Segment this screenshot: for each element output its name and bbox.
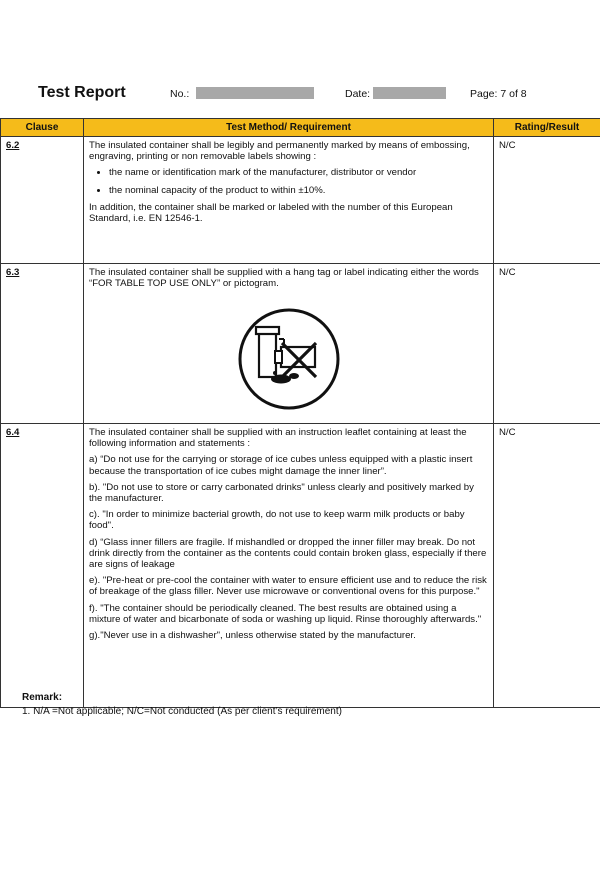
- report-number-label: No.:: [170, 88, 190, 100]
- requirement-text: In addition, the container shall be marked or labeled with the number of this European Standard, i.e. EN 12546-1.: [89, 201, 453, 225]
- requirement-text: e). "Pre-heat or pre-cool the container with water to ensure efficient use and to reduce the risk of breakage of the glass filler. Never use microwave or conventional ovens for this purpose.": [89, 575, 487, 598]
- report-number-redaction: [196, 87, 314, 99]
- table-row: [1, 137, 600, 264]
- requirement-text: The insulated container shall be supplied with a hang tag or label indicating either the words “FOR TABLE TOP USE ONLY” or pictogram.: [89, 267, 479, 290]
- table-row: [1, 264, 600, 424]
- column-header-clause: Clause: [1, 119, 84, 137]
- requirement-text: c). "In order to minimize bacterial growth, do not use to keep warm milk products or baby food".: [89, 509, 465, 532]
- requirement-cell: [84, 137, 494, 264]
- report-date-label: Date:: [345, 88, 371, 100]
- report-header: [38, 84, 558, 104]
- page-number: Page: 7 of 8: [470, 88, 527, 100]
- column-header-result: Rating/Result: [494, 119, 600, 137]
- requirement-text: b). "Do not use to store or carry carbonated drinks" unless clearly and positively marked by the manufacturer.: [89, 481, 474, 505]
- report-date-redaction: [373, 87, 446, 99]
- table-header-row: [1, 119, 600, 137]
- requirement-cell: [84, 264, 494, 424]
- requirement-text: f). "The container should be periodically cleaned. The best results are obtained using a mixture of water and bicarbonate of soda or washing up liquid. Rinse thoroughly afterwards.": [89, 602, 482, 625]
- remark-section: [22, 692, 342, 717]
- bullet-item: • the nominal capacity of the product to within ±10%.: [109, 185, 488, 196]
- requirement-text: g)."Never use in a dishwasher", unless otherwise stated by the manufacturer.: [89, 630, 416, 642]
- clause-number: 6.3: [1, 264, 84, 424]
- requirement-cell: [84, 424, 494, 708]
- requirement-bullets: [89, 167, 488, 195]
- remark-title: Remark:: [22, 692, 63, 703]
- column-header-requirement: Test Method/ Requirement: [84, 119, 494, 137]
- clause-number: 6.2: [1, 137, 84, 264]
- requirement-text: a) “Do not use for the carrying or storage of ice cubes unless equipped with a plastic insert because the transportation of ice cubes might damage the inner liner”.: [89, 454, 473, 477]
- clause-number: 6.4: [1, 424, 84, 708]
- bullet-item: • the name or identification mark of the manufacturer, distributor or vendor: [109, 167, 488, 178]
- requirement-text: The insulated container shall be supplied with an instruction leaflet containing at least the following information and statements :: [89, 427, 467, 450]
- report-title: Test Report: [38, 84, 126, 101]
- test-results-table: [0, 118, 600, 708]
- result-cell: N/C: [494, 264, 600, 424]
- requirement-text: d) “Glass inner fillers are fragile. If mishandled or dropped the inner filler may break. Do not drink directly from the container as the contents could contain broken glass, especially if there are signs of leakage: [89, 536, 487, 571]
- table-row: [1, 424, 600, 708]
- result-cell: N/C: [494, 137, 600, 264]
- requirement-text: The insulated container shall be legibly and permanently marked by means of embossing, engraving, printing or non removable labels showing :: [89, 140, 470, 163]
- result-cell: N/C: [494, 424, 600, 708]
- table-top-use-only-pictogram-icon: [237, 307, 341, 411]
- remark-note: 1. N/A =Not applicable; N/C=Not conducted (As per client’s requirement): [22, 706, 342, 717]
